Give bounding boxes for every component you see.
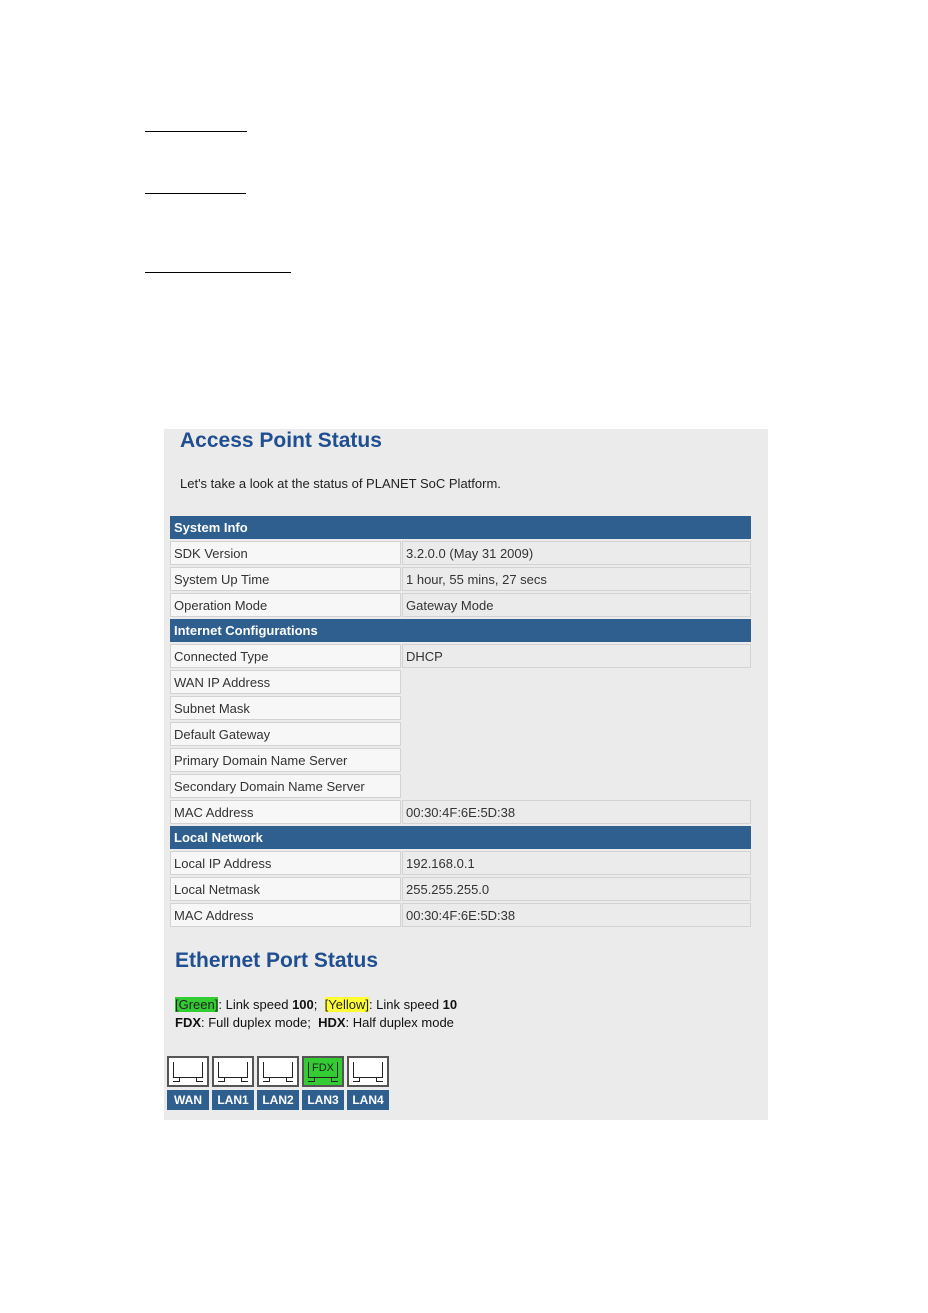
section-header-system-info: System Info <box>170 516 751 539</box>
row-label: Local IP Address <box>170 851 401 875</box>
row-value <box>402 774 751 798</box>
table-row <box>170 748 751 772</box>
row-value: 192.168.0.1 <box>402 851 751 875</box>
ethernet-port-icon <box>212 1056 254 1087</box>
speed-legend <box>175 997 457 1012</box>
fdx-label: FDX <box>175 1015 201 1030</box>
row-label: SDK Version <box>170 541 401 565</box>
hdx-label: HDX <box>318 1015 346 1030</box>
row-label: Local Netmask <box>170 877 401 901</box>
table-row <box>170 774 751 798</box>
row-value: 1 hour, 55 mins, 27 secs <box>402 567 751 591</box>
port-lan2 <box>257 1056 299 1110</box>
ethernet-ports <box>167 1056 392 1110</box>
table-row <box>170 851 751 875</box>
table-row <box>170 722 751 746</box>
underline-rule <box>145 131 247 132</box>
port-lan1 <box>212 1056 254 1110</box>
table-row <box>170 670 751 694</box>
legend-text: : Link speed <box>218 997 293 1012</box>
table-row <box>170 800 751 824</box>
legend-speed-100: 100 <box>292 997 314 1012</box>
section-header-internet-configurations: Internet Configurations <box>170 619 751 642</box>
status-table <box>170 516 751 929</box>
ethernet-port-icon <box>257 1056 299 1087</box>
table-row <box>170 567 751 591</box>
row-label: MAC Address <box>170 800 401 824</box>
legend-text: : Link speed <box>368 997 443 1012</box>
row-label: Default Gateway <box>170 722 401 746</box>
table-row <box>170 541 751 565</box>
row-value: 00:30:4F:6E:5D:38 <box>402 903 751 927</box>
status-panel <box>164 429 768 1120</box>
port-label: LAN4 <box>347 1090 389 1110</box>
table-row <box>170 593 751 617</box>
port-duplex-label: FDX <box>312 1062 334 1074</box>
row-label: Secondary Domain Name Server <box>170 774 401 798</box>
row-value: DHCP <box>402 644 751 668</box>
fdx-text: : Full duplex mode; <box>201 1015 319 1030</box>
row-label: Connected Type <box>170 644 401 668</box>
section-header-local-network: Local Network <box>170 826 751 849</box>
row-value: 00:30:4F:6E:5D:38 <box>402 800 751 824</box>
port-label: WAN <box>167 1090 209 1110</box>
port-lan4 <box>347 1056 389 1110</box>
row-value: 3.2.0.0 (May 31 2009) <box>402 541 751 565</box>
page-description: Let's take a look at the status of PLANET SoC Platform. <box>180 476 501 491</box>
port-wan <box>167 1056 209 1110</box>
page-title: Access Point Status <box>180 429 382 452</box>
table-row <box>170 877 751 901</box>
ethernet-port-icon <box>302 1056 344 1087</box>
port-label: LAN2 <box>257 1090 299 1110</box>
duplex-legend <box>175 1015 454 1030</box>
legend-separator: ; <box>313 997 325 1012</box>
row-value <box>402 722 751 746</box>
row-label: Operation Mode <box>170 593 401 617</box>
table-row <box>170 644 751 668</box>
row-label: WAN IP Address <box>170 670 401 694</box>
legend-speed-10: 10 <box>442 997 458 1012</box>
row-value: Gateway Mode <box>402 593 751 617</box>
ethernet-port-icon <box>167 1056 209 1087</box>
row-value: 255.255.255.0 <box>402 877 751 901</box>
green-legend-swatch: [Green] <box>175 997 219 1012</box>
table-row <box>170 903 751 927</box>
table-row <box>170 696 751 720</box>
yellow-legend-swatch: [Yellow] <box>324 997 369 1012</box>
port-label: LAN1 <box>212 1090 254 1110</box>
hdx-text: : Half duplex mode <box>345 1015 454 1030</box>
row-label: Primary Domain Name Server <box>170 748 401 772</box>
row-label: MAC Address <box>170 903 401 927</box>
underline-rule <box>145 193 246 194</box>
underline-rule <box>145 272 291 273</box>
port-lan3 <box>302 1056 344 1110</box>
port-label: LAN3 <box>302 1090 344 1110</box>
row-value <box>402 748 751 772</box>
row-label: Subnet Mask <box>170 696 401 720</box>
ethernet-port-status-title: Ethernet Port Status <box>175 949 379 972</box>
row-label: System Up Time <box>170 567 401 591</box>
ethernet-port-icon <box>347 1056 389 1087</box>
row-value <box>402 696 751 720</box>
row-value <box>402 670 751 694</box>
